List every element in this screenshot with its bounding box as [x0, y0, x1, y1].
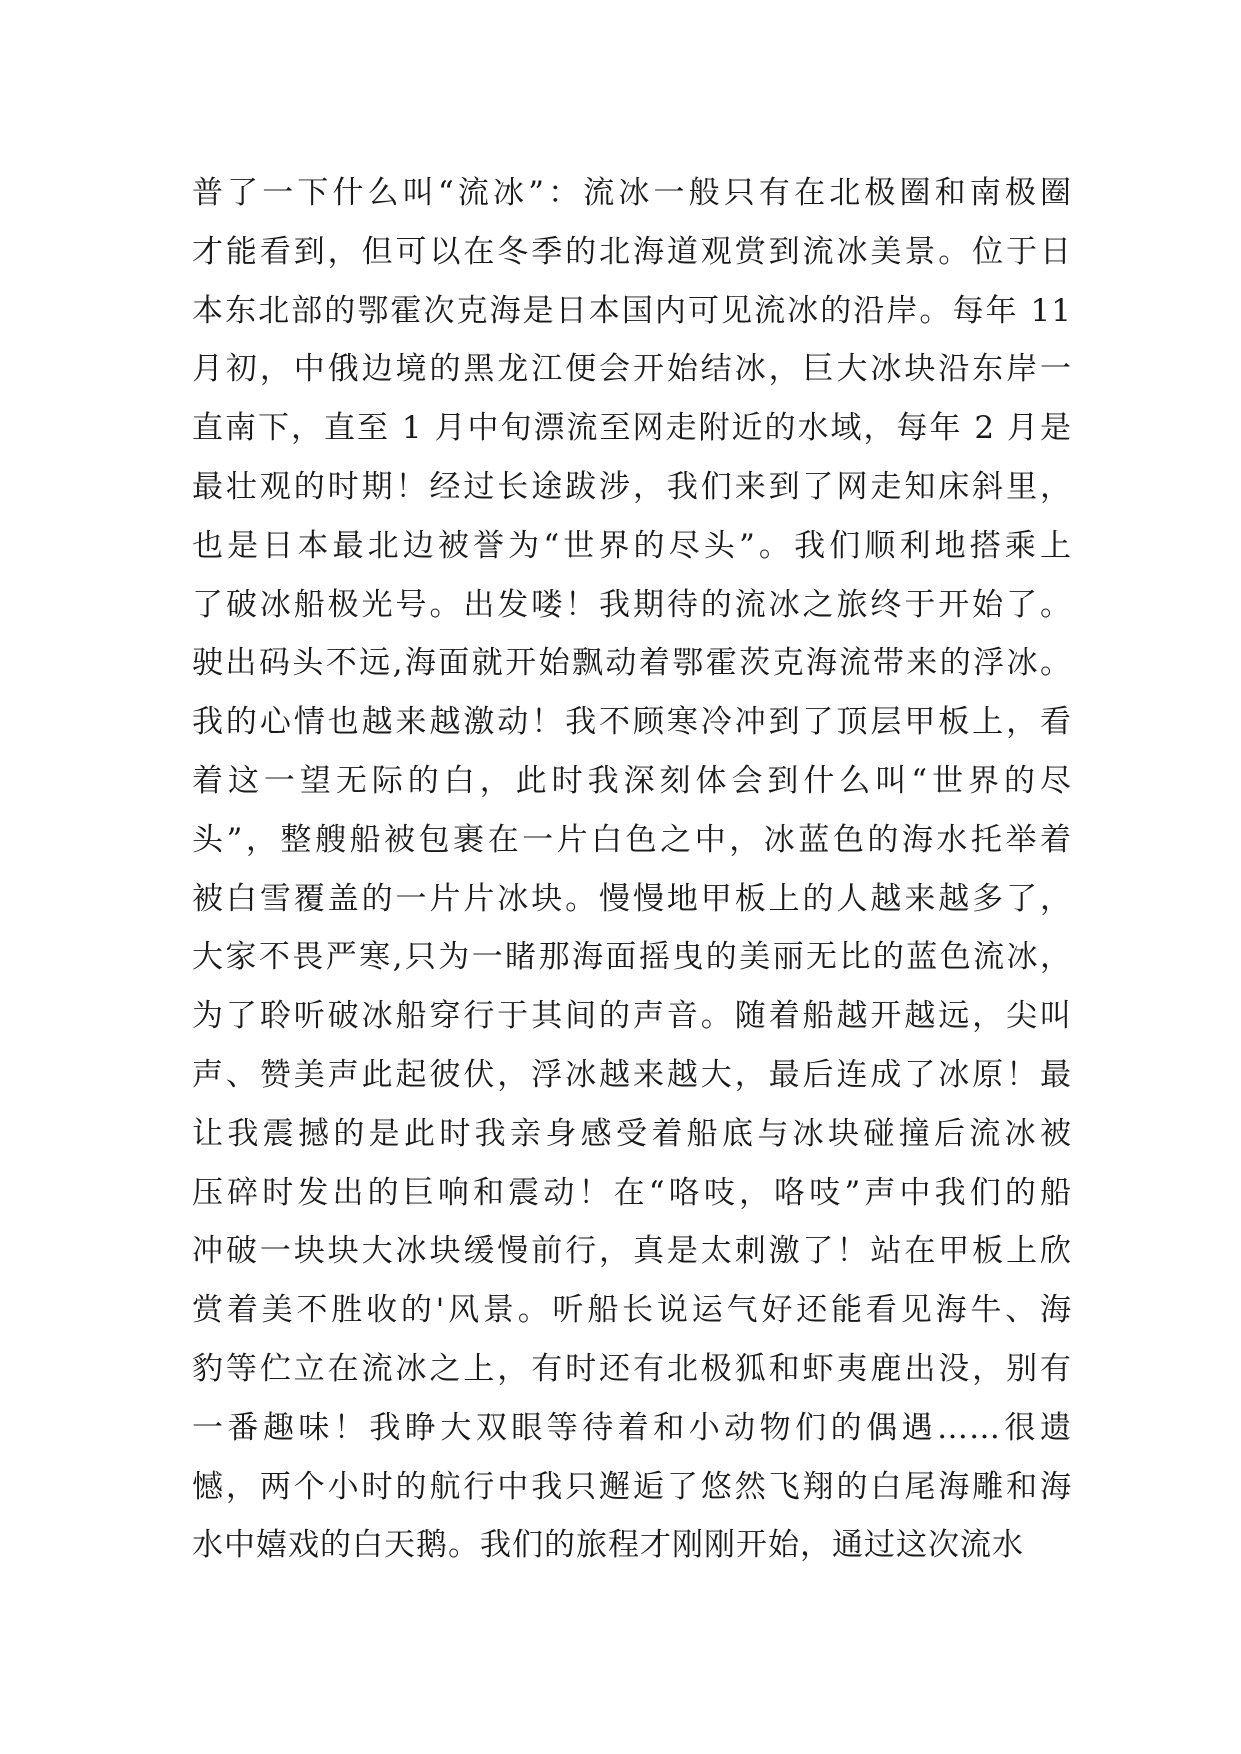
text-line: 一番趣味！我睁大双眼等待着和小动物们的偶遇……很遗	[192, 1409, 1072, 1446]
text-line: 豹等伫立在流冰之上，有时还有北极狐和虾夷鹿出没，别有	[192, 1350, 1072, 1387]
text-line: 声、赞美声此起彼伏，浮冰越来越大，最后连成了冰原！最	[192, 1056, 1072, 1093]
text-line: 月初，中俄边境的黑龙江便会开始结冰，巨大冰块沿东岸一	[192, 351, 1072, 388]
text-line: 最壮观的时期！经过长途跋涉，我们来到了网走知床斜里，	[192, 468, 1072, 505]
text-line: 水中嬉戏的白天鹅。我们的旅程才刚刚开始，通过这次流水	[192, 1527, 1024, 1564]
text-line: 头”，整艘船被包裹在一片白色之中，冰蓝色的海水托举着	[192, 821, 1072, 858]
text-line: 驶出码头不远,海面就开始飘动着鄂霍茨克海流带来的浮冰。	[192, 645, 1072, 682]
text-line: 让我震撼的是此时我亲身感受着船底与冰块碰撞后流冰被	[192, 1115, 1072, 1152]
text-line: 着这一望无际的白，此时我深刻体会到什么叫“世界的尽	[192, 762, 1072, 799]
text-line: 压碎时发出的巨响和震动！在“咯吱，咯吱”声中我们的船	[192, 1174, 1072, 1211]
text-line: 憾，两个小时的航行中我只邂逅了悠然飞翔的白尾海雕和海	[192, 1468, 1072, 1505]
text-line: 普了一下什么叫“流冰”：流冰一般只有在北极圈和南极圈	[192, 175, 1072, 211]
text-line: 大家不畏严寒,只为一睹那海面摇曳的美丽无比的蓝色流冰，	[192, 939, 1072, 976]
text-line: 赏着美不胜收的'风景。听船长说运气好还能看见海牛、海	[192, 1292, 1072, 1329]
text-line: 被白雪覆盖的一片片冰块。慢慢地甲板上的人越来越多了，	[192, 880, 1072, 917]
text-line: 冲破一块块大冰块缓慢前行，真是太刺激了！站在甲板上欣	[192, 1233, 1072, 1270]
text-line: 本东北部的鄂霍次克海是日本国内可见流冰的沿岸。每年 11	[192, 292, 1072, 329]
text-line: 也是日本最北边被誉为“世界的尽头”。我们顺利地搭乘上	[192, 527, 1072, 564]
body-text	[192, 164, 1072, 1575]
text-line: 直南下，直至 1 月中旬漂流至网走附近的水域，每年 2 月是	[192, 410, 1072, 447]
text-line: 为了聆听破冰船穿行于其间的声音。随着船越开越远，尖叫	[192, 998, 1072, 1035]
text-line: 了破冰船极光号。出发喽！我期待的流冰之旅终于开始了。	[192, 586, 1072, 623]
text-line: 才能看到，但可以在冬季的北海道观赏到流冰美景。位于日	[192, 233, 1072, 270]
text-line: 我的心情也越来越激动！我不顾寒冷冲到了顶层甲板上，看	[192, 704, 1072, 741]
